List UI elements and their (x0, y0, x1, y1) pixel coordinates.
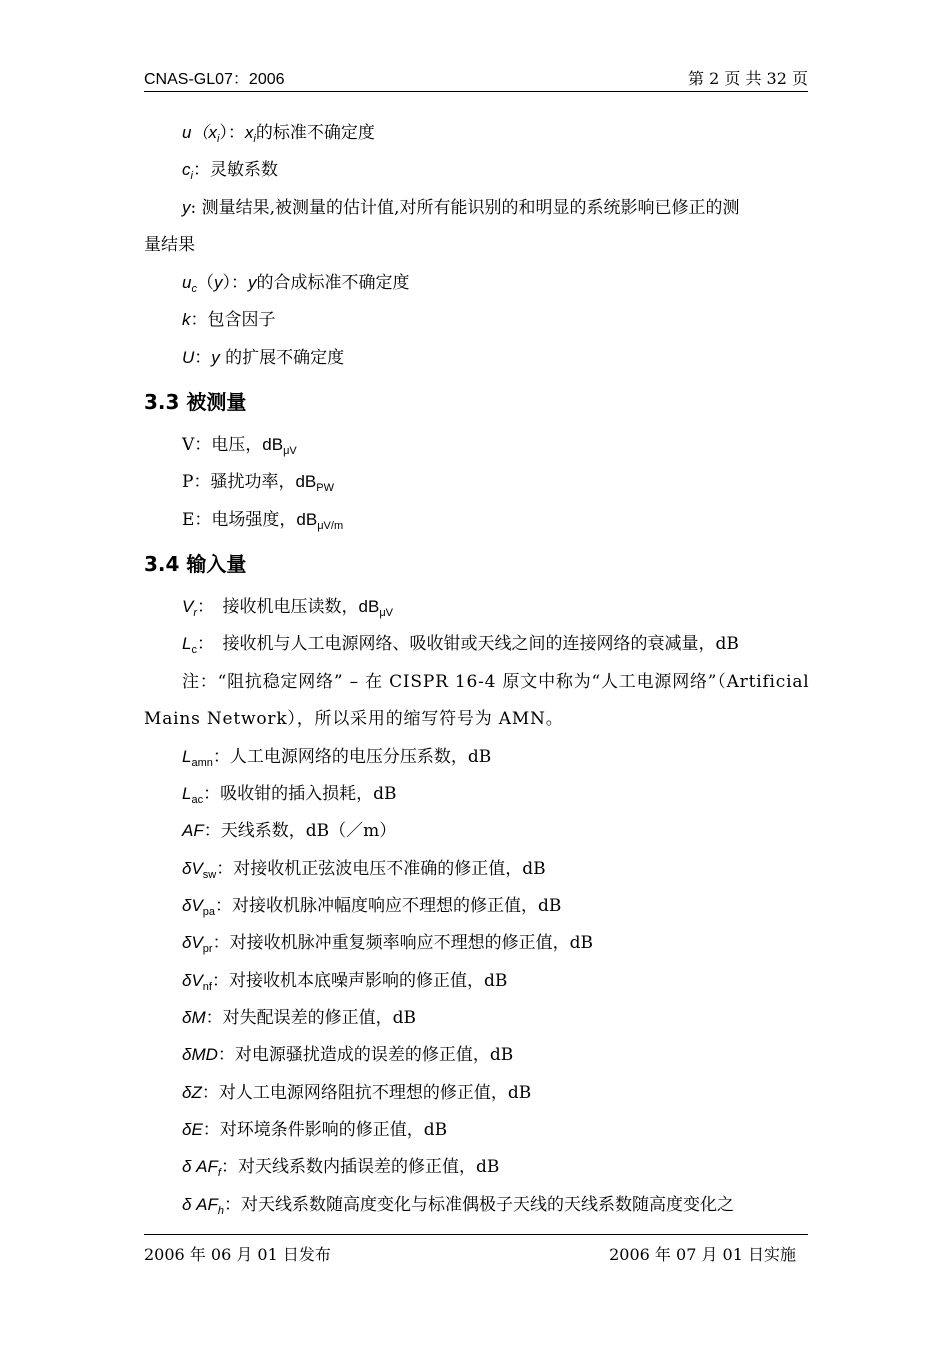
measurand-p: P：骚扰功率，$dB_{PW}$ (182, 472, 334, 494)
def-y-cont: 量结果 (144, 235, 195, 255)
measurand-v: V：电压，$dB_{\mu V}$ (182, 435, 297, 457)
footer-rule (144, 1234, 808, 1235)
publish-date: 2006 年 06 月 01 日发布 (144, 1245, 331, 1264)
input-dvsw: $\delta V_{sw}$：对接收机正弦波电压不准确的修正值，dB (182, 859, 546, 881)
input-dm: δM：对失配误差的修正值，dB (182, 1008, 416, 1028)
header-rule (144, 91, 808, 92)
section-3-4-heading: 3.4 输入量 (144, 552, 247, 576)
input-dvpr: $\delta V_{pr}$：对接收机脉冲重复频率响应不理想的修正值，dB (182, 933, 593, 955)
input-lac: $L_{ac}$：吸收钳的插入损耗，dB (182, 784, 397, 806)
def-k: k：包含因子 (182, 310, 276, 330)
section-3-3-heading: 3.3 被测量 (144, 390, 247, 414)
note-amn: 注：“阻抗稳定网络” – 在 CISPR 16-4 原文中称为“人工电源网络”（Artificial (182, 672, 810, 692)
effective-date: 2006 年 07 月 01 日实施 (609, 1245, 796, 1264)
input-dvnf: $\delta V_{nf}$：对接收机本底噪声影响的修正值，dB (182, 971, 508, 993)
note-amn-cont: Mains Network），所以采用的缩写符号为 AMN。 (144, 709, 564, 729)
input-lc: $L_c$： 接收机与人工电源网络、吸收钳或天线之间的连接网络的衰减量，dB (182, 634, 739, 656)
def-U: U：y 的扩展不确定度 (182, 348, 345, 368)
input-lamn: $L_{amn}$：人工电源网络的电压分压系数，dB (182, 747, 492, 769)
input-daff: δ $AF_f$：对天线系数内插误差的修正值，dB (182, 1157, 500, 1179)
page-number: 第 2 页 共 32 页 (688, 69, 808, 88)
input-af: AF：天线系数，dB（／m） (182, 821, 397, 841)
input-dz: δZ：对人工电源网络阻抗不理想的修正值，dB (182, 1083, 532, 1103)
input-vr: $V_r$： 接收机电压读数，$dB_{\mu V}$ (182, 597, 393, 619)
document-id: CNAS-GL07：2006 (144, 71, 285, 88)
input-dafh: δ $AF_h$：对天线系数随高度变化与标准偶极子天线的天线系数随高度变化之 (182, 1195, 735, 1217)
page-header (144, 66, 808, 90)
input-dmd: δMD：对电源骚扰造成的误差的修正值，dB (182, 1045, 514, 1065)
page-footer (144, 1242, 796, 1266)
measurand-e: E：电场强度，$dB_{\mu V/m}$ (182, 510, 344, 532)
def-y: y: 测量结果,被测量的估计值,对所有能识别的和明显的系统影响已修正的测 (182, 198, 740, 218)
def-c: $c_i$：灵敏系数 (182, 160, 278, 182)
input-de: δE：对环境条件影响的修正值，dB (182, 1120, 448, 1140)
input-dvpa: $\delta V_{pa}$：对接收机脉冲幅度响应不理想的修正值，dB (182, 896, 562, 918)
def-uc: $u_c(y)$：y的合成标准不确定度 (182, 273, 410, 295)
def-u: $u(x_i)$：$x_i$的标准不确定度 (182, 123, 375, 145)
